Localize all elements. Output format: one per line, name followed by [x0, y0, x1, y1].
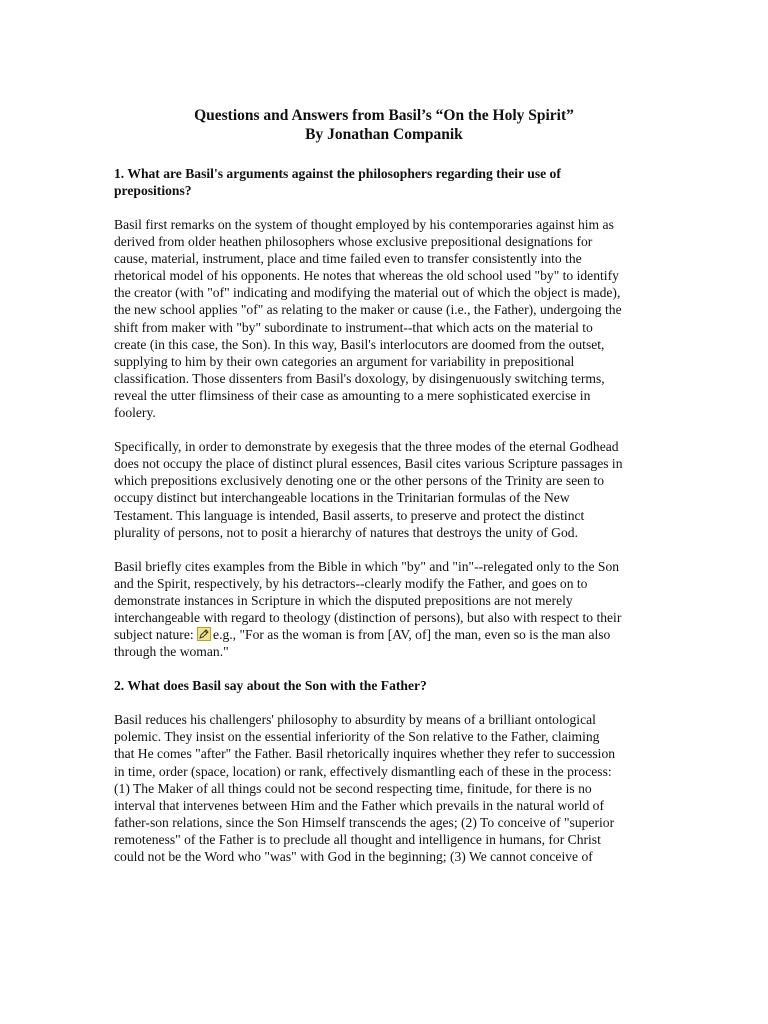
paragraph-line: cause, material, instrument, place and time failed even to transfer consistently into the [114, 251, 582, 267]
sticky-note-icon[interactable] [197, 627, 211, 641]
paragraph-line: interval that intervenes between Him and the Father which prevails in the natural world of [114, 797, 604, 813]
question-1-line: 1. What are Basil's arguments against the philosophers regarding their use of [114, 166, 561, 181]
paragraph-line: foolery. [114, 405, 156, 421]
paragraph-1 [114, 216, 654, 421]
paragraph-line: Testament. This language is intended, Basil asserts, to preserve and protect the distinct [114, 507, 585, 523]
question-2: 2. What does Basil say about the Son with the Father? [114, 678, 427, 694]
paragraph-line: (1) The Maker of all things could not be second respecting time, finitude, for there is no [114, 780, 592, 796]
paragraph-line: and the Spirit, respectively, by his detractors--clearly modify the Father, and goes on to [114, 575, 588, 591]
paragraph-line: polemic. They insist on the essential inferiority of the Son relative to the Father, claiming [114, 729, 600, 745]
paragraph-line: occupy distinct but interchangeable locations in the Trinitarian formulas of the New [114, 490, 570, 506]
document-author: By Jonathan Companik [305, 126, 463, 143]
question-1 [114, 165, 654, 199]
paragraph-line: Basil reduces his challengers' philosophy to absurdity by means of a brilliant ontological [114, 712, 596, 728]
paragraph-3 [114, 558, 654, 661]
paragraph-line: plurality of persons, not to posit a hierarchy of natures that destroys the unity of God. [114, 524, 578, 540]
paragraph-line: derived from older heathen philosophers whose exclusive prepositional designations for [114, 234, 593, 250]
paragraph-line: the new school applies "of" as relating to the maker or cause (i.e., the Father), undergoing the [114, 302, 622, 318]
paragraph-line: shift from maker with "by" subordinate to instrument--that which acts on the material to [114, 319, 593, 335]
paragraph-line: supplying to him by their own categories an argument for variability in prepositional [114, 353, 575, 369]
paragraph-line: interchangeable with regard to theology (distinction of persons), but also with respect to their [114, 609, 622, 625]
paragraph-2 [114, 438, 654, 541]
paragraph-line: classification. Those dissenters from Basil's doxology, by disingenuously switching terms, [114, 370, 605, 386]
paragraph-line: father-son relations, since the Son Himself transcends the ages; (2) To conceive of "superior [114, 814, 615, 830]
paragraph-line: Basil briefly cites examples from the Bible in which "by" and "in"--relegated only to the Son [114, 558, 620, 574]
question-1-line: prepositions? [114, 183, 192, 198]
document-page [114, 106, 654, 882]
paragraph-text: subject nature: [114, 627, 198, 643]
paragraph-line: the creator (with "of" indicating and modifying the material out of which the object is made), [114, 285, 621, 301]
paragraph-line: rhetorical model of his opponents. He notes that whereas the old school used "by" to identify [114, 268, 619, 284]
paragraph-line: Basil first remarks on the system of thought employed by his contemporaries against him as [114, 217, 614, 232]
paragraph-line-with-note [114, 626, 654, 643]
paragraph-text: e.g., "For as the woman is from [AV, of] the man, even so is the man also [213, 627, 611, 643]
paragraph-line: could not be the Word who "was" with God in the beginning; (3) We cannot conceive of [114, 849, 593, 864]
paragraph-line: does not occupy the place of distinct plural essences, Basil cites various Scripture passages in [114, 456, 623, 472]
paragraph-line: that He comes "after" the Father. Basil rhetorically inquires whether they refer to succession [114, 746, 616, 762]
title-block [114, 106, 654, 144]
paragraph-line: Specifically, in order to demonstrate by exegesis that the three modes of the eternal Godhead [114, 439, 619, 455]
paragraph-line: reveal the utter flimsiness of their case as amounting to a mere sophisticated exercise in [114, 387, 591, 403]
paragraph-line: through the woman." [114, 644, 229, 660]
paragraph-line: create (in this case, the Son). In this way, Basil's interlocutors are doomed from the outset, [114, 336, 605, 352]
paragraph-line: demonstrate instances in Scripture in which the disputed prepositions are not merely [114, 592, 573, 608]
paragraph-line: which prepositions exclusively denoting one or the other persons of the Trinity are seen to [114, 473, 605, 489]
paragraph-4 [114, 711, 654, 865]
paragraph-line: remoteness" of the Father is to preclude all thought and intelligence in humans, for Christ [114, 831, 601, 847]
document-title: Questions and Answers from Basil’s “On the Holy Spirit” [194, 107, 574, 124]
paragraph-line: in time, order (space, location) or rank, effectively dismantling each of these in the process: [114, 763, 612, 779]
